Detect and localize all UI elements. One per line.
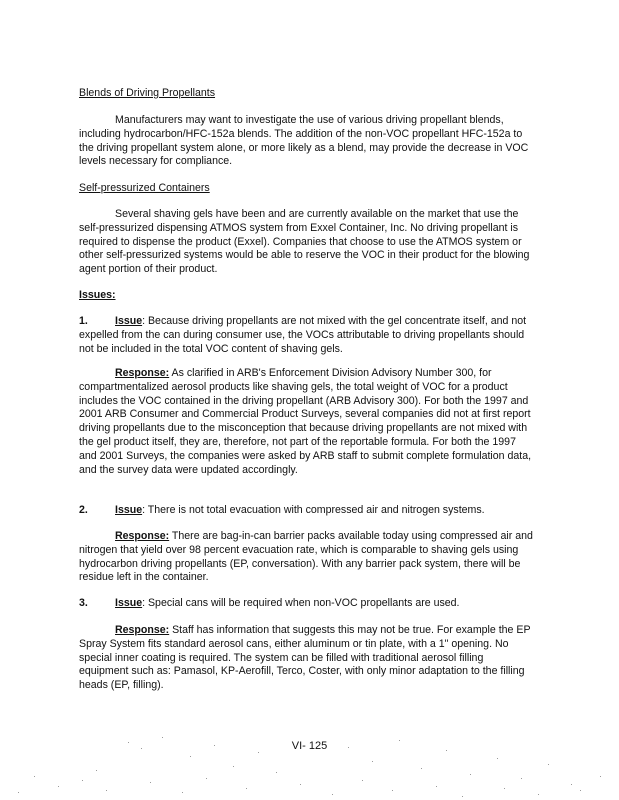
section-heading-blends: Blends of Driving Propellants	[79, 87, 216, 99]
response-label: Response:	[115, 367, 170, 379]
issue-3	[79, 597, 535, 611]
issue-number: 2.	[79, 504, 88, 516]
response-3	[79, 624, 535, 693]
response-2	[79, 530, 535, 585]
response-label: Response:	[115, 530, 170, 542]
response-1	[79, 367, 535, 477]
issue-label: Issue	[115, 504, 143, 516]
paragraph-blends: Manufacturers may want to investigate the use of various driving propellant blends, including hydrocarbon/HFC-152a blends. The addition of the non-VOC propellant HFC-152a to the driving propellant system alone, or more likely as a blend, may provide the decrease in VOC levels necessary for compliance.	[79, 114, 529, 168]
paragraph-self-pressurized: Several shaving gels have been and are currently available on the market that use the self-pressurized dispensing ATMOS system from Exxel Container, Inc. No driving propellant is required to dispense the product (Exxel). Companies that choose to use the ATMOS system or other self-pressurized systems would be able to reserve the VOC in their product for the blowing agent portion of their product.	[79, 208, 530, 276]
issue-number: 3.	[79, 597, 88, 609]
issue-2	[79, 504, 535, 518]
issue-label: Issue	[115, 597, 143, 609]
response-text: There are bag-in-can barrier packs available today using compressed air and nitrogen that yield over 98 percent evacuation rate, which is comparable to shaving gels using hydrocarbon driving propellants (EP, conversation). With any barrier pack system, there will be residue left in the container.	[79, 530, 533, 584]
response-text: Staff has information that suggests this may not be true. For example the EP Spray System fits standard aerosol cans, either aluminum or tin plate, with a 1" opening. No special inner coating is required. The system can be filled with traditional aerosol filling equipment such as: Pamasol, KP-Aerofill, Terco, Coster, with only minor adaptation to the filling heads (EP, filling).	[79, 624, 531, 692]
scan-noise	[0, 728, 619, 800]
issue-1	[79, 315, 535, 356]
response-label: Response:	[115, 624, 170, 636]
response-text: As clarified in ARB's Enforcement Division Advisory Number 300, for compartmentalized aerosol products like shaving gels, the total weight of VOC for a product includes the VOC contained in the driving propellant (ARB Advisory 300). For both the 1997 and 2001 ARB Consumer and Commercial Product Surveys, several companies did not at first report driving propellants due to the misconception that because driving propellants are not mixed with the gel product itself, they are, therefore, not part of the reportable formula. For both the 1997 and 2001 Surveys, the companies were asked by ARB staff to submit complete formulation data, and the survey data were updated accordingly.	[79, 367, 532, 476]
issue-text: : Special cans will be required when non-VOC propellants are used.	[142, 597, 460, 609]
issues-heading: Issues:	[79, 289, 116, 301]
page-number: VI- 125	[291, 740, 328, 752]
section-heading-self-pressurized: Self-pressurized Containers	[79, 182, 210, 194]
issue-label: Issue	[115, 315, 143, 327]
issue-text: : There is not total evacuation with compressed air and nitrogen systems.	[142, 504, 485, 516]
issue-text: : Because driving propellants are not mixed with the gel concentrate itself, and not expelled from the can during consumer use, the VOCs attributable to driving propellants should not be included in the total VOC content of shaving gels.	[79, 315, 527, 355]
issue-number: 1.	[79, 315, 88, 327]
